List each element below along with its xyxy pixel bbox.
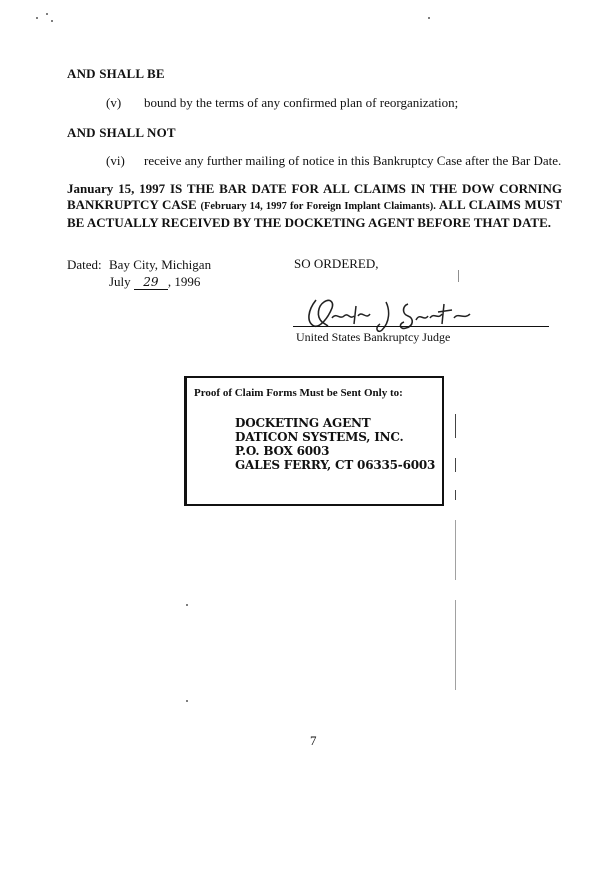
scan-edge-mark (455, 600, 456, 690)
scan-speck (51, 20, 53, 22)
claim-box-heading: Proof of Claim Forms Must be Sent Only to: (194, 387, 403, 399)
foreign-claimants-note: (February 14, 1997 for Foreign Implant Claimants). (200, 201, 436, 212)
address-line: P.O. BOX 6003 (235, 444, 330, 458)
scan-speck (46, 13, 48, 15)
scan-edge-mark (455, 458, 456, 472)
clause-text: receive any further mailing of notice in this Bankruptcy Case after the Bar Date. (144, 153, 562, 168)
page-number: 7 (310, 733, 317, 748)
scan-speck (186, 604, 188, 606)
scan-edge-mark (458, 270, 459, 282)
scan-speck (186, 700, 188, 702)
address-line: DATICON SYSTEMS, INC. (235, 430, 404, 444)
clause-text: bound by the terms of any confirmed plan of reorganization; (144, 95, 459, 110)
bar-date-notice (67, 181, 562, 231)
judge-signature-icon (298, 292, 488, 334)
scan-speck (36, 17, 38, 19)
bar-date-notice-receipt: ALL CLAIMS MUST BE ACTUALLY RECEIVED BY THE DOCKETING AGENT BEFORE THAT DATE. (67, 197, 563, 230)
scan-speck (428, 17, 430, 19)
section-heading-and-shall-not: AND SHALL NOT (67, 125, 176, 140)
dated-month: July (109, 274, 131, 289)
scan-edge-mark (455, 520, 456, 580)
dated-city: Bay City, Michigan (109, 257, 212, 272)
judge-title: United States Bankruptcy Judge (296, 330, 451, 344)
bar-date-notice-main: January 15, 1997 IS THE BAR DATE FOR ALL CLAIMS IN THE DOW CORNING BANKRUPTCY CASE (67, 181, 562, 212)
scan-edge-mark (455, 414, 456, 438)
signature-line (293, 326, 549, 327)
clause-number: (v) (106, 95, 122, 110)
address-line: DOCKETING AGENT (235, 416, 371, 430)
dated-block (67, 256, 211, 290)
dated-day: 29 (134, 276, 168, 290)
dated-year: , 1996 (167, 274, 201, 289)
clause-v (106, 95, 458, 111)
section-heading-and-shall-be: AND SHALL BE (67, 66, 165, 81)
docketing-agent-address (235, 416, 435, 472)
scan-edge-mark (455, 490, 456, 500)
proof-of-claim-box (184, 376, 444, 506)
so-ordered: SO ORDERED, (294, 256, 379, 271)
clause-number: (vi) (106, 153, 125, 168)
address-line: GALES FERRY, CT 06335-6003 (235, 458, 436, 472)
dated-label: Dated: (67, 257, 102, 272)
clause-vi (106, 153, 561, 169)
